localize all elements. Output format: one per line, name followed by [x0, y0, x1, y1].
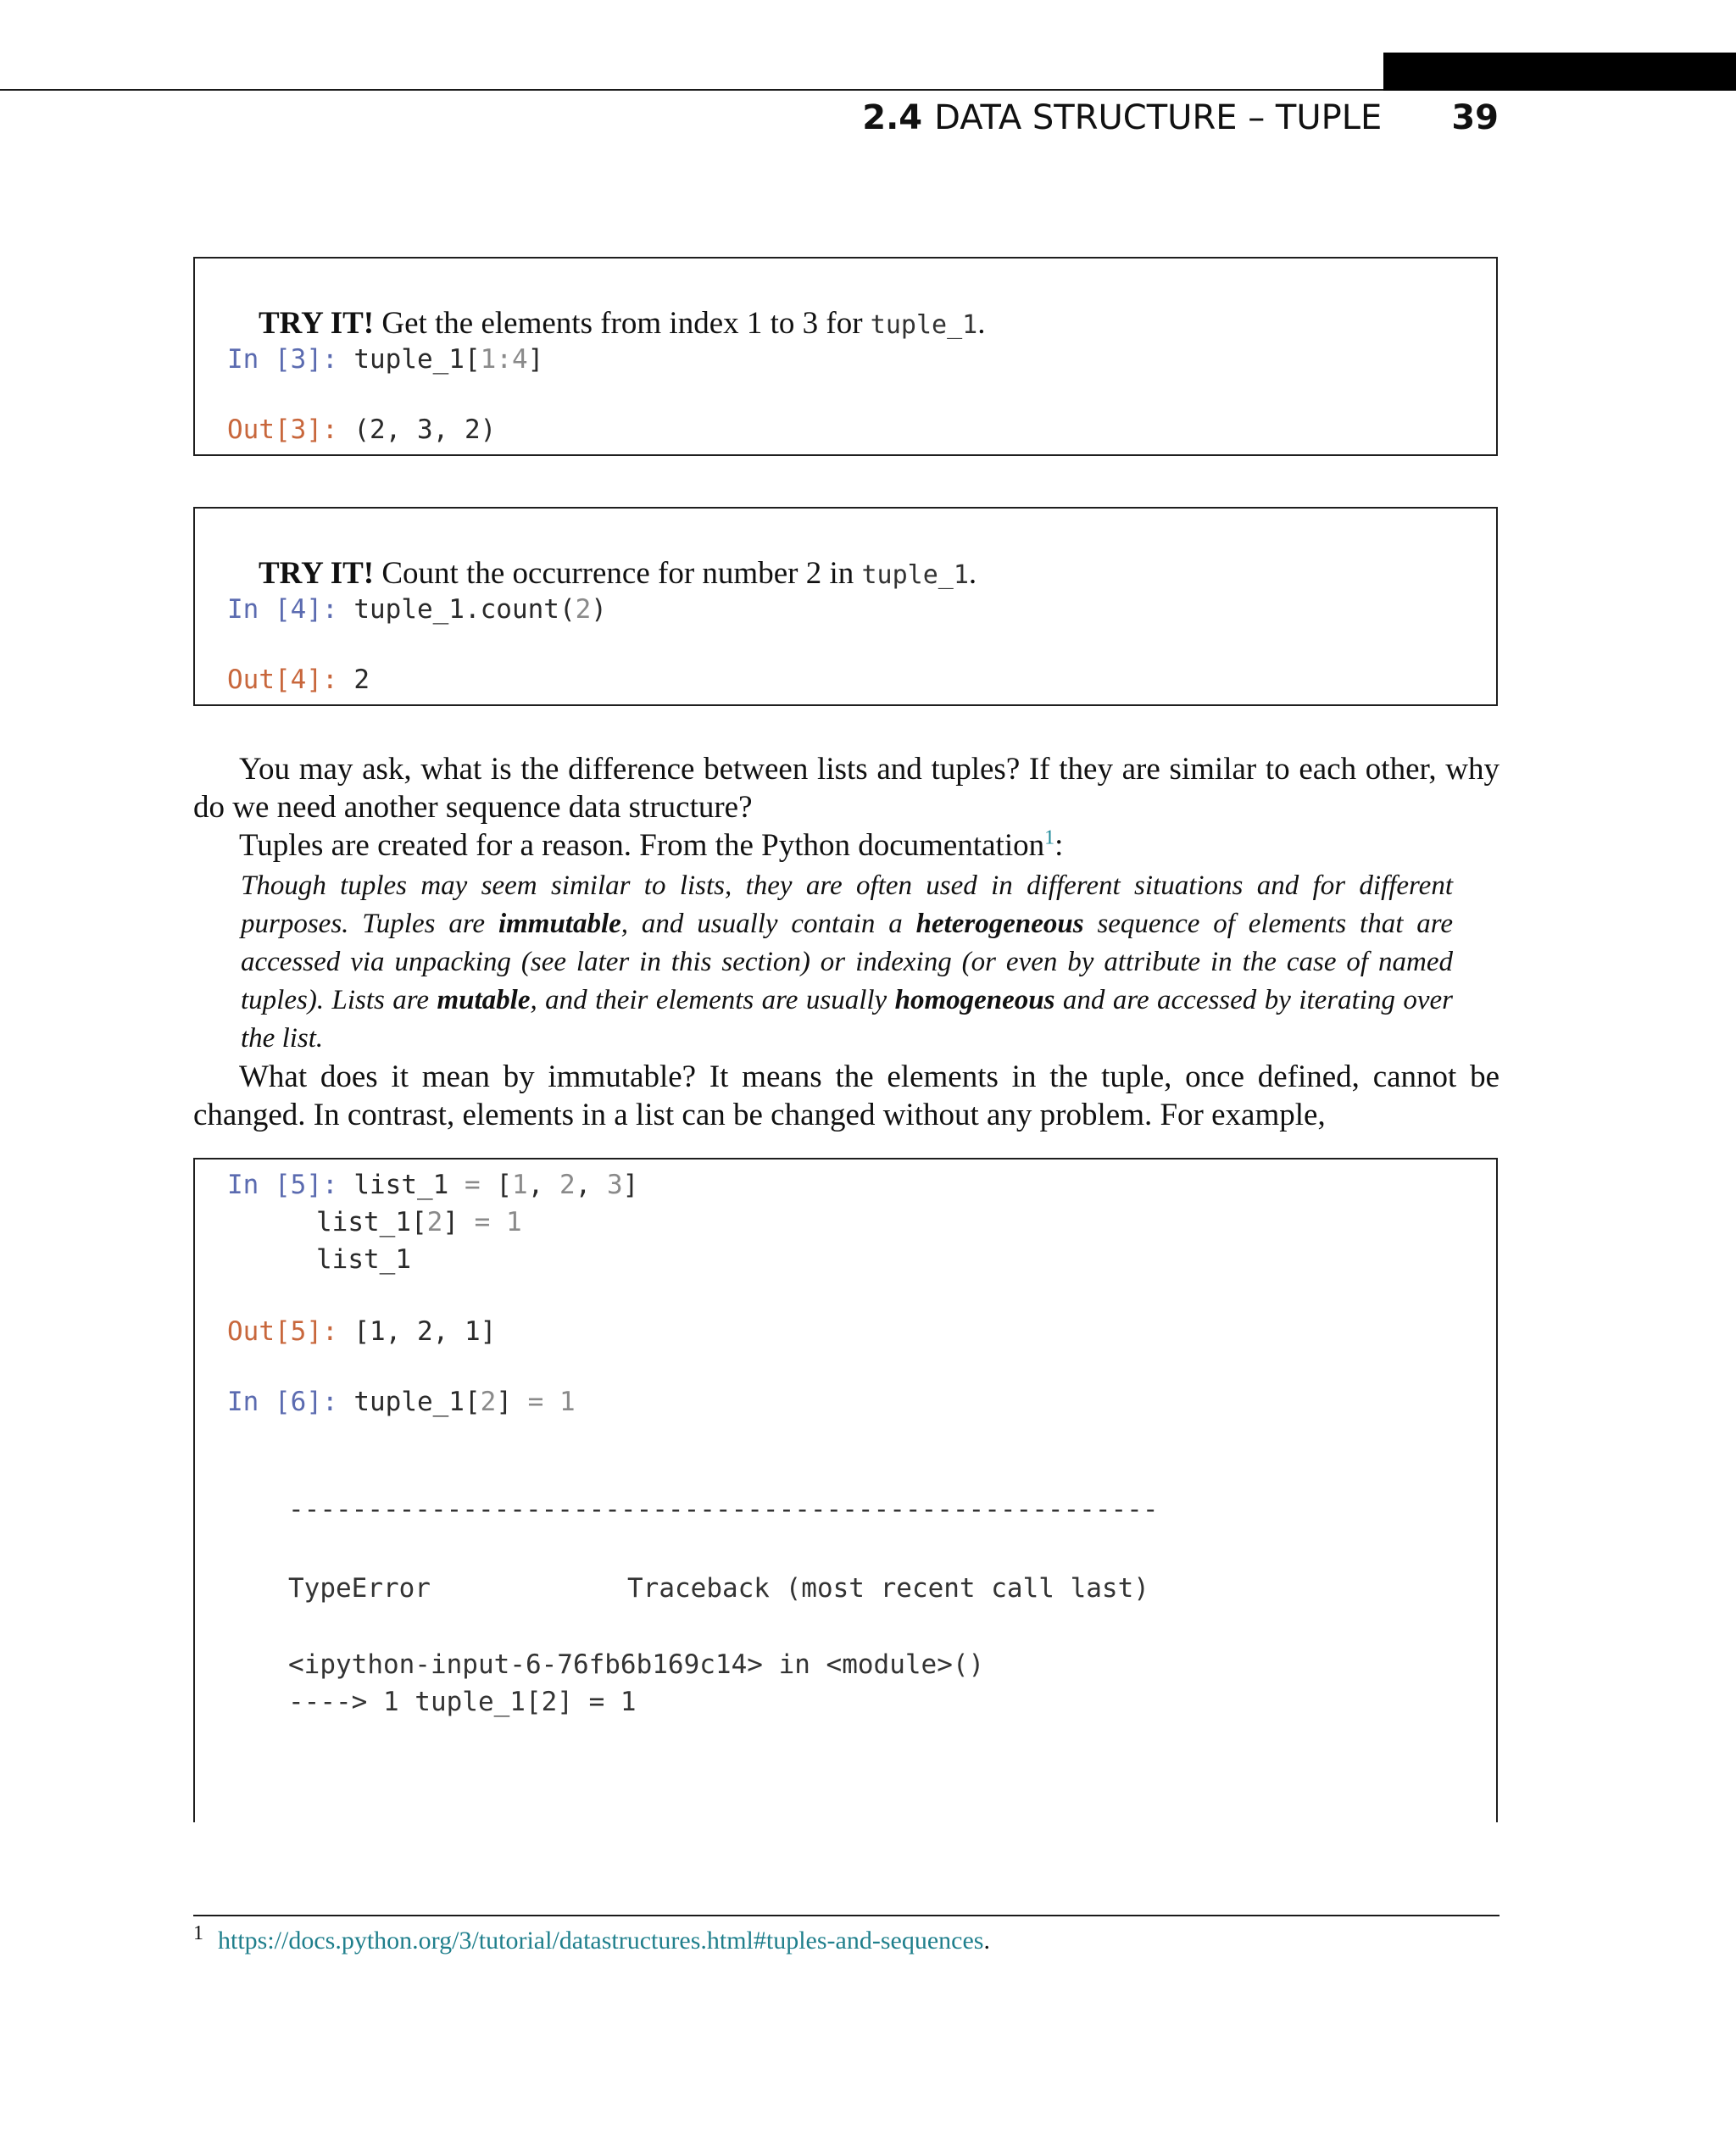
code-number: 3	[606, 1170, 623, 1200]
code-token	[490, 1207, 506, 1237]
section-number: 2.4	[862, 98, 923, 137]
quote-text: Though tuples may seem similar to lists, they are often used in different situations and for different purposes. Tuples are	[241, 870, 1453, 939]
code-token: tuple_1[	[353, 344, 481, 375]
output-value: 2	[353, 665, 370, 695]
traceback-header: Traceback (most recent call last)	[627, 1573, 1149, 1604]
footnote-end: .	[983, 1927, 990, 1955]
code-number: 1	[559, 1387, 576, 1417]
header-thumb-tab	[1383, 53, 1736, 91]
paragraph-immutable: What does it mean by immutable? It means the elements in the tuple, once defined, cannot be changed. In contrast, elements in a list can be changed without any problem. For example,	[193, 1059, 1500, 1132]
footnote-reference[interactable]: 1	[1044, 826, 1055, 849]
traceback-separator: -------------------------------------------------------	[288, 1494, 1159, 1525]
quote-text: and are accessed by iterating over the list.	[241, 985, 1453, 1054]
quote-emphasis: heterogeneous	[915, 909, 1084, 939]
code-token: tuple_1[	[353, 1387, 481, 1417]
code-operator: =	[527, 1387, 544, 1417]
page-number: 39	[1451, 98, 1499, 137]
output-prompt: Out[4]:	[227, 665, 338, 695]
footnote-link[interactable]: https://docs.python.org/3/tutorial/datastructures.html#tuples-and-sequences	[218, 1927, 984, 1955]
code-token: ]	[527, 344, 544, 375]
code-number: 2	[559, 1170, 576, 1200]
quote-text: sequence of elements that are accessed via unpacking (see later in this section) or indexing (or even by attribute in the case of named tuples). Lists are	[241, 909, 1453, 1015]
code-block	[193, 1158, 1498, 1822]
paragraph-text: Tuples are created for a reason. From the Python documentation	[239, 828, 1045, 863]
paragraph-question: You may ask, what is the difference between lists and tuples? If they are similar to each other, why do we need another sequence data structure?	[193, 752, 1500, 825]
footnote	[218, 1924, 990, 1958]
traceback-line: ----> 1 tuple_1[2] = 1	[288, 1687, 637, 1717]
try-it-box-count	[193, 507, 1498, 706]
code-output-line	[227, 411, 496, 448]
code-input-line	[316, 1204, 522, 1241]
input-prompt: In [4]:	[227, 594, 338, 625]
paragraph-end: :	[1054, 828, 1064, 863]
code-token: ]	[442, 1207, 475, 1237]
try-it-label: TRY IT!	[259, 306, 375, 341]
output-prompt: Out[3]:	[227, 414, 338, 445]
code-input-line	[227, 591, 607, 628]
code-token: ,	[527, 1170, 559, 1200]
code-token: list_1	[353, 1170, 465, 1200]
inline-code: tuple_1	[861, 560, 969, 590]
code-input-line	[227, 1383, 576, 1421]
code-operator: =	[464, 1170, 481, 1200]
code-token: list_1[	[316, 1207, 427, 1237]
code-number: 1	[506, 1207, 522, 1237]
code-number: 2	[480, 1387, 497, 1417]
code-input-line: list_1	[316, 1244, 411, 1275]
instruction-end: .	[977, 306, 986, 341]
code-token: ]	[496, 1387, 528, 1417]
documentation-quote	[241, 867, 1453, 1058]
instruction-text: Get the elements from index 1 to 3 for	[381, 306, 863, 341]
input-prompt: In [6]:	[227, 1387, 338, 1417]
try-it-label: TRY IT!	[259, 556, 375, 591]
input-prompt: In [3]:	[227, 344, 338, 375]
paragraph-reason	[193, 826, 1500, 865]
section-title: DATA STRUCTURE – TUPLE	[934, 98, 1383, 137]
code-token	[543, 1387, 559, 1417]
footnote-mark: 1	[193, 1922, 203, 1944]
running-header	[862, 95, 1499, 141]
quote-emphasis: mutable	[437, 985, 531, 1015]
code-operator: =	[474, 1207, 491, 1237]
quote-emphasis: homogeneous	[894, 985, 1055, 1015]
instruction-end: .	[968, 556, 977, 591]
traceback-error-type: TypeError	[288, 1573, 431, 1604]
output-value: [1, 2, 1]	[353, 1316, 497, 1347]
code-token: ,	[575, 1170, 607, 1200]
code-token: )	[591, 594, 607, 625]
header-rule	[0, 89, 1383, 91]
input-prompt: In [5]:	[227, 1170, 338, 1200]
code-number: 2	[575, 594, 592, 625]
code-output-line	[227, 1313, 496, 1350]
code-number: 2	[426, 1207, 443, 1237]
inline-code: tuple_1	[870, 310, 978, 340]
code-token: ]	[622, 1170, 639, 1200]
try-it-box-slice	[193, 257, 1498, 456]
code-token: tuple_1.count(	[353, 594, 576, 625]
code-operator: :	[496, 344, 512, 375]
output-value: (2, 3, 2)	[353, 414, 497, 445]
code-number: 1	[480, 344, 497, 375]
quote-text: , and their elements are usually	[530, 985, 895, 1015]
code-output-line	[227, 661, 370, 698]
code-input-line	[227, 1166, 638, 1204]
footnote-rule	[193, 1915, 1500, 1916]
instruction-text: Count the occurrence for number 2 in	[381, 556, 854, 591]
code-token: [	[480, 1170, 512, 1200]
output-prompt: Out[5]:	[227, 1316, 338, 1347]
code-number: 4	[511, 344, 528, 375]
code-input-line	[227, 341, 543, 378]
traceback-location: <ipython-input-6-76fb6b169c14> in <module>()	[288, 1649, 985, 1680]
quote-text: , and usually contain a	[620, 909, 916, 939]
code-number: 1	[511, 1170, 528, 1200]
quote-emphasis: immutable	[498, 909, 621, 939]
